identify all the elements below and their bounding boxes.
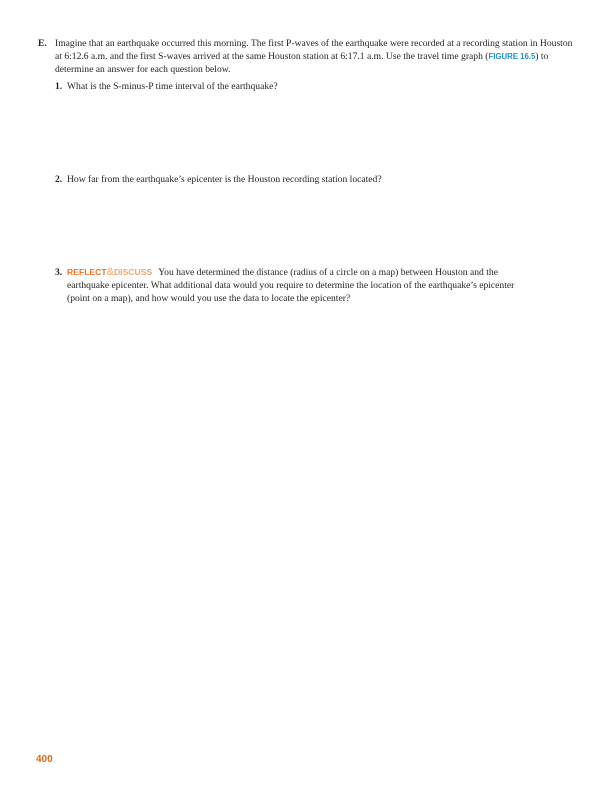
question-2 [55,173,525,186]
section-e-header [38,37,578,76]
discuss-label: DISCUSS [113,267,153,277]
figure-reference-link[interactable]: FIGURE 16.5 [488,52,536,61]
question-number: 3. [55,267,63,278]
question-3 [55,266,525,305]
question-number: 2. [55,174,63,185]
section-intro-text [55,37,578,76]
intro-text-after: ) to determine an answer for each question below. [55,51,549,75]
reflect-discuss-ampersand: & [106,266,114,278]
intro-text-before: Imagine that an earthquake occurred this morning. The first P-waves of the earthquake were recorded at a recording station in Houston at 6:12.6 a.m. and the first S-waves arrived at the same Houston station at 6:17.1 a.m. Use the travel time graph ( [55,38,573,62]
page-number: 400 [36,754,53,765]
section-letter: E. [38,38,47,49]
section-e [38,37,578,76]
question-number: 1. [55,81,63,92]
reflect-label: REFLECT [67,267,107,277]
question-body [67,266,525,305]
question-text: You have determined the distance (radius of a circle on a map) between Houston and the earthquake epicenter. What additional data would you require to determine the location of the earthquake’s epicenter (point on a map), and how would you use the data to locate the epicenter? [67,267,515,304]
question-text: How far from the earthquake’s epicenter is the Houston recording station located? [67,174,382,185]
question-text: What is the S-minus-P time interval of the earthquake? [67,81,278,92]
question-1 [55,80,525,93]
